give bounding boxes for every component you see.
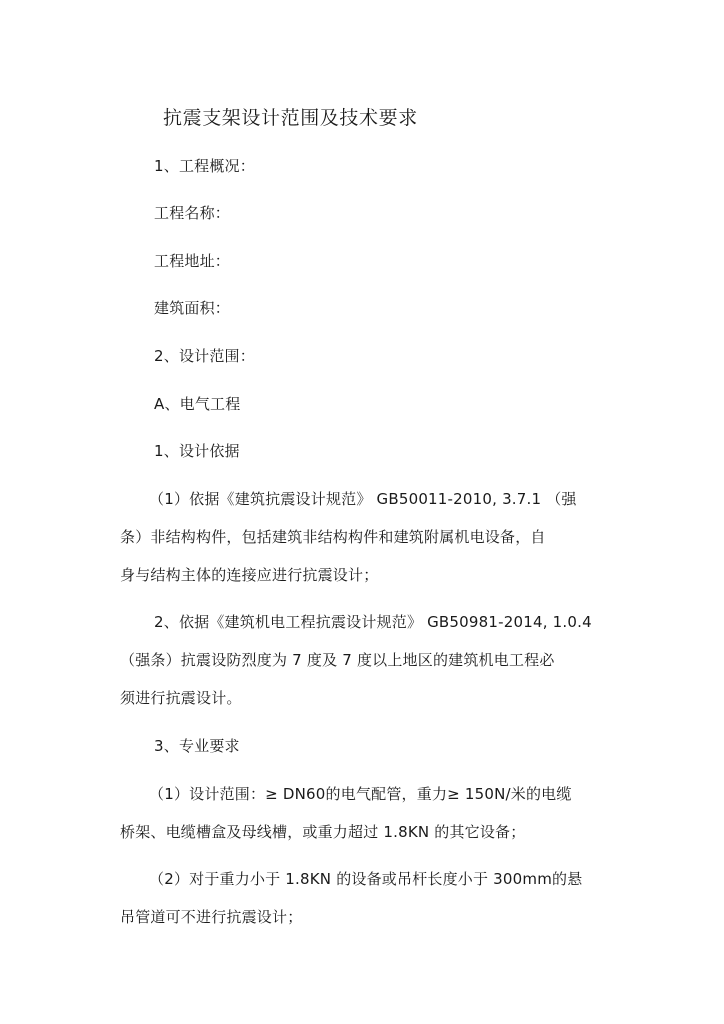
subsection-electrical: A、电气工程 [154,395,241,413]
section-heading-professional-requirements: 3、专业要求 [154,737,240,755]
paragraph-requirement-1-line-1: （1）设计范围：≥ DN60的电气配管，重力≥ 150N/米的电缆 [149,785,572,803]
paragraph-basis-1-line-3: 身与结构主体的连接应进行抗震设计； [120,566,379,584]
field-building-area: 建筑面积： [154,299,231,317]
paragraph-basis-1-line-2: 条）非结构构件，包括建筑非结构构件和建筑附属机电设备，自 [120,528,546,546]
field-project-name: 工程名称： [154,204,231,222]
field-project-address: 工程地址： [154,252,231,270]
subsection-design-basis: 1、设计依据 [154,442,240,460]
paragraph-basis-2-line-1: 2、依据《建筑机电工程抗震设计规范》 GB50981-2014, 1.0.4 [154,613,592,631]
section-heading-design-scope: 2、设计范围： [154,347,255,365]
document-title: 抗震支架设计范围及技术要求 [163,107,418,129]
paragraph-basis-2-line-2: （强条）抗震设防烈度为 7 度及 7 度以上地区的建筑机电工程必 [120,651,555,669]
section-heading-project-overview: 1、工程概况： [154,157,255,175]
paragraph-basis-1-line-1: （1）依据《建筑抗震设计规范》 GB50011-2010, 3.7.1 （强 [149,490,577,508]
paragraph-requirement-1-line-2: 桥架、电缆槽盒及母线槽，或重力超过 1.8KN 的其它设备； [120,823,526,841]
paragraph-requirement-2-line-1: （2）对于重力小于 1.8KN 的设备或吊杆长度小于 300mm的悬 [149,870,583,888]
paragraph-requirement-2-line-2: 吊管道可不进行抗震设计； [120,908,303,926]
paragraph-basis-2-line-3: 须进行抗震设计。 [120,689,242,707]
